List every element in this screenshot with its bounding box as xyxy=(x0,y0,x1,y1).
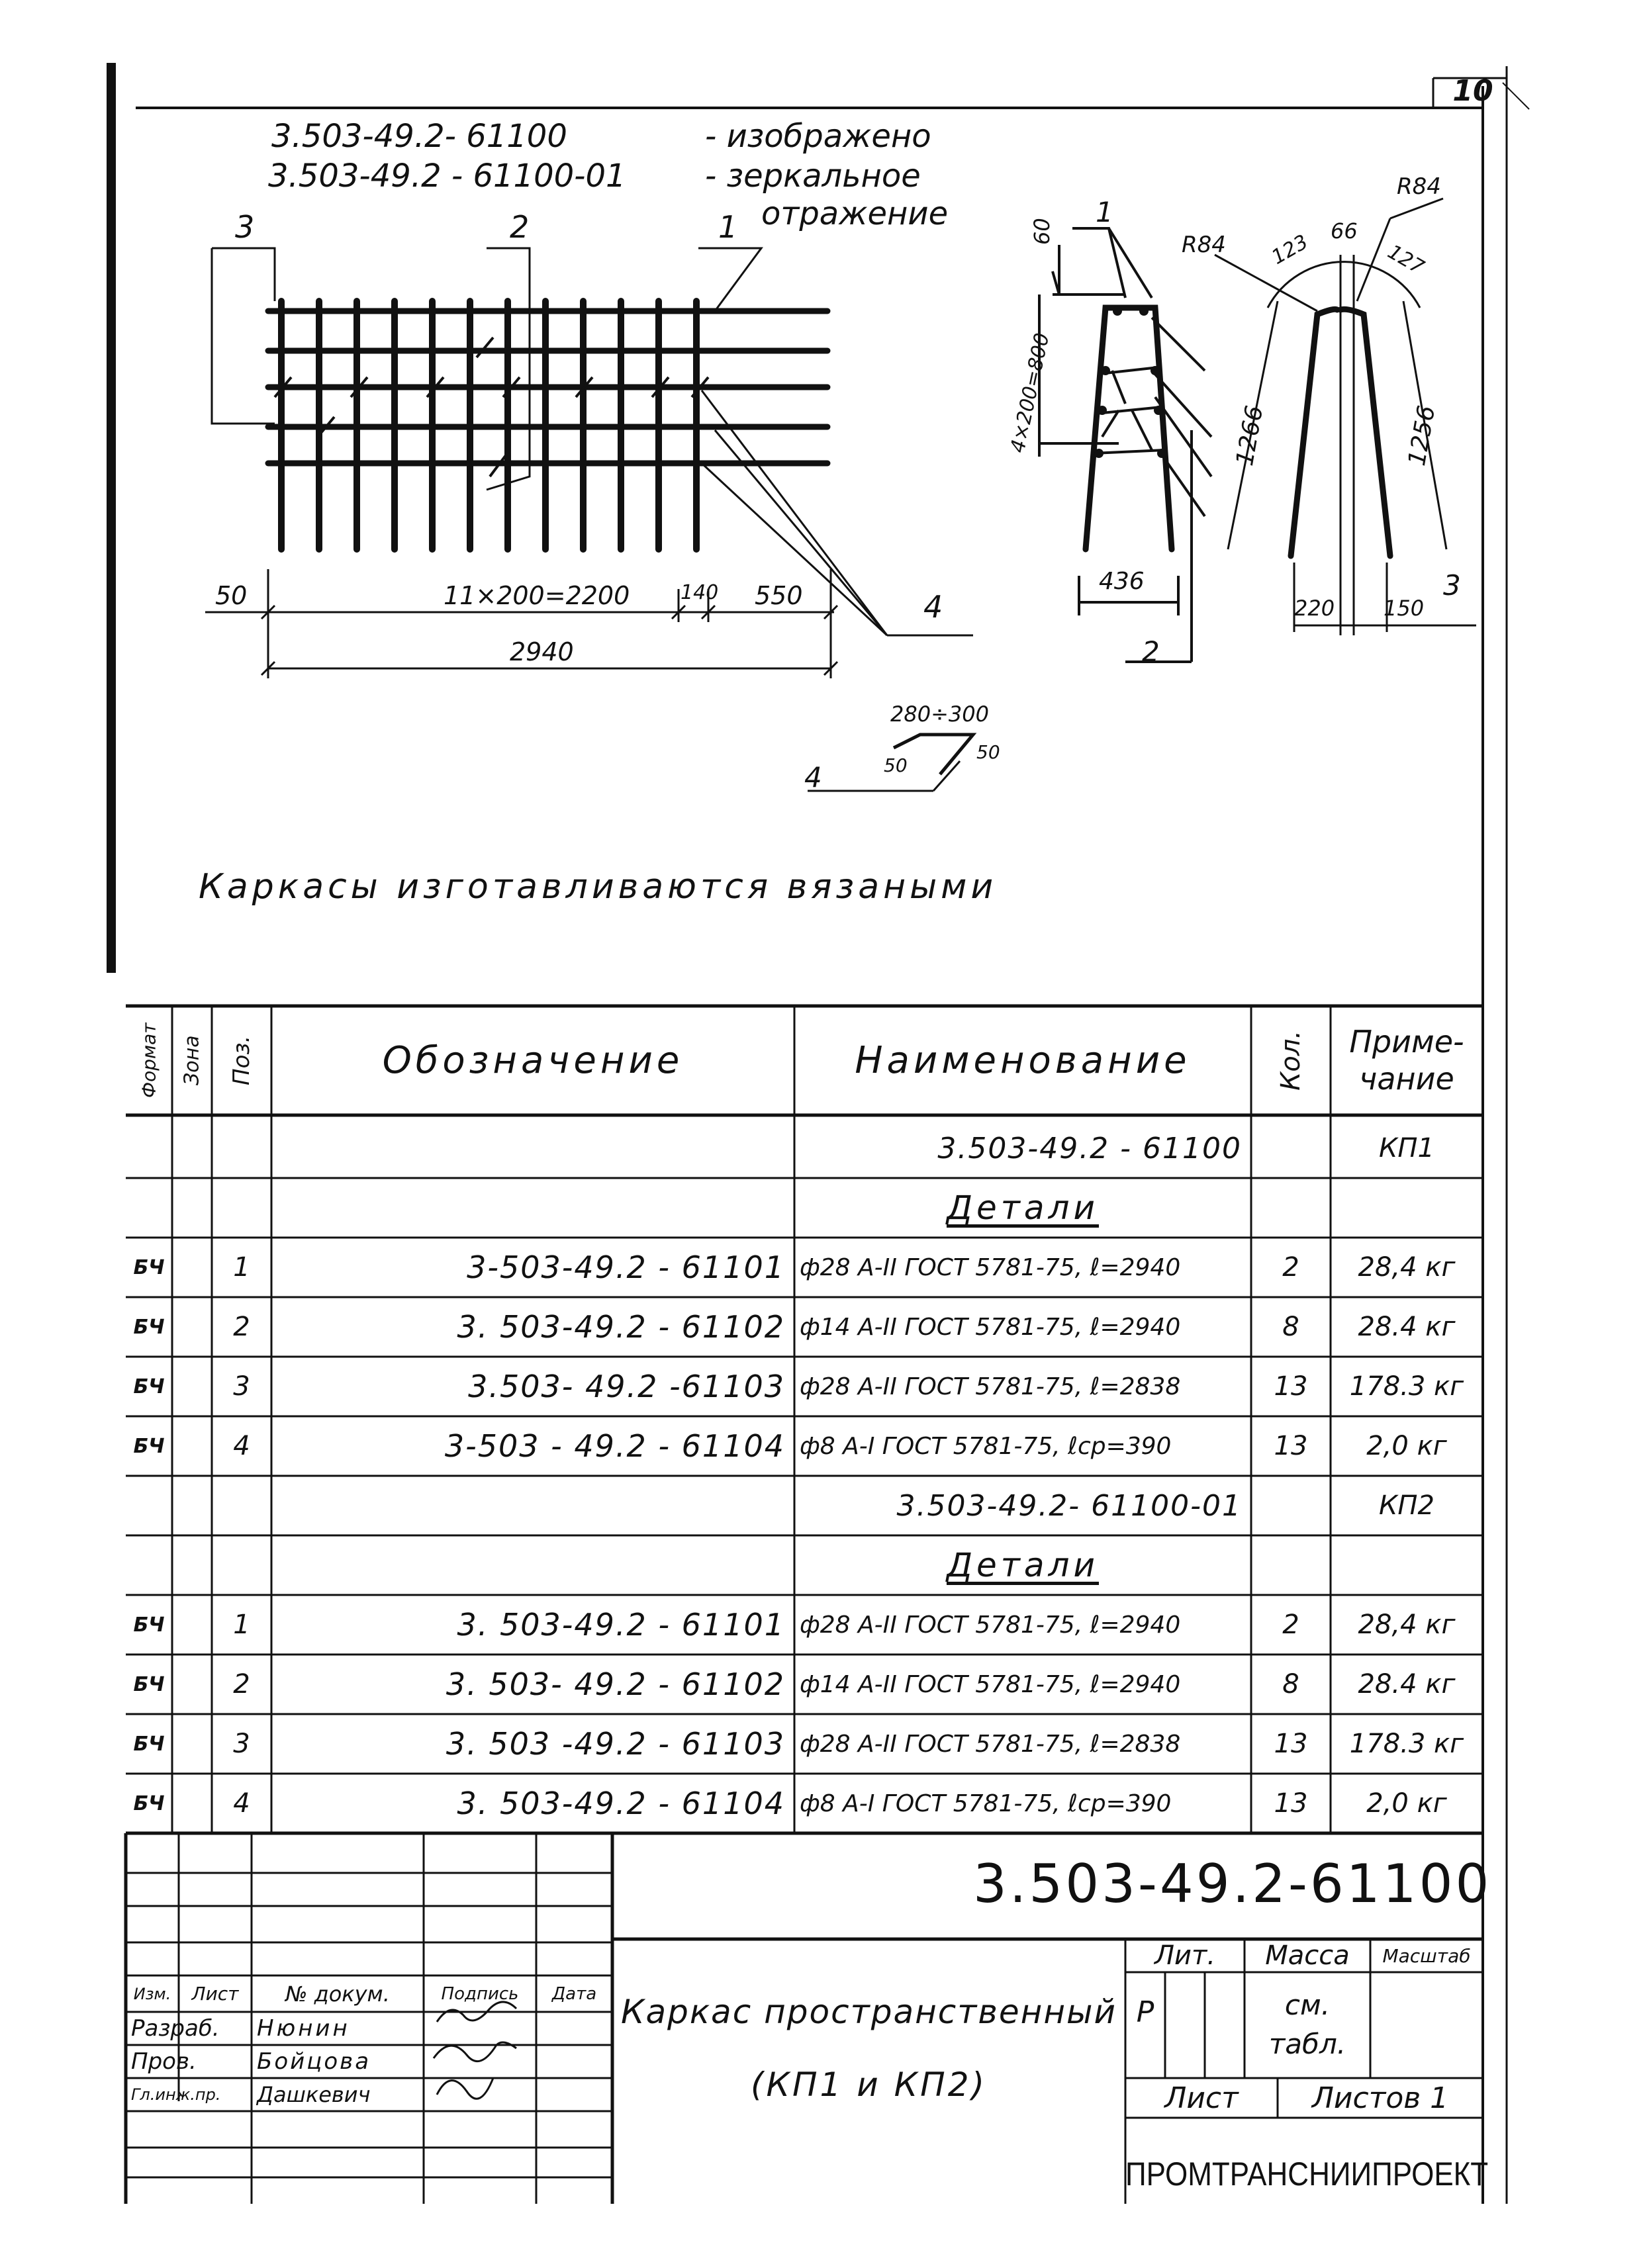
dim-right: 550 xyxy=(755,581,803,610)
tb-col-sign: Подпись xyxy=(441,1983,519,2004)
row-format: БЧ xyxy=(133,1315,165,1339)
header-qty: Кол. xyxy=(1276,1030,1306,1091)
row-pos: 3 xyxy=(233,1729,250,1759)
row-format: БЧ xyxy=(133,1375,165,1398)
row-designation: 3. 503-49.2 - 61104 xyxy=(457,1786,785,1821)
section-dim-side: 4×200=800 xyxy=(1006,331,1055,455)
row-name: ф8 А-I ГОСТ 5781-75, ℓср=390 xyxy=(800,1432,1172,1460)
row-designation: 3-503 - 49.2 - 61104 xyxy=(444,1428,785,1464)
bend-leg-right: 1256 xyxy=(1403,403,1441,469)
row-qty: 2 xyxy=(1282,1252,1299,1283)
title-line-2: (КП1 и КП2) xyxy=(750,2065,988,2104)
callout-4: 4 xyxy=(923,589,943,625)
row-pos: 1 xyxy=(233,1610,250,1640)
row-format: БЧ xyxy=(133,1255,165,1279)
row-note: КП1 xyxy=(1379,1133,1434,1163)
row-note: 28,4 кг xyxy=(1358,1252,1456,1283)
note-line1-text: - изображено xyxy=(705,118,931,155)
header-zone: Зона xyxy=(180,1035,204,1086)
row-name: ф28 А-II ГОСТ 5781-75, ℓ=2940 xyxy=(800,1253,1181,1281)
tb-name-3: Дашкевич xyxy=(257,2082,371,2107)
tb-col-doc: № докум. xyxy=(285,1981,390,2007)
section-dim-top: 60 xyxy=(1029,218,1055,245)
header-format: Формат xyxy=(138,1022,160,1099)
bend-radius-left: R84 xyxy=(1182,232,1226,258)
row-format: БЧ xyxy=(133,1672,165,1696)
note-line1-code: 3.503-49.2- 61100 xyxy=(271,118,567,155)
row-qty: 2 xyxy=(1282,1610,1299,1640)
row-note: 2,0 кг xyxy=(1366,1431,1447,1461)
row-designation: 3. 503 -49.2 - 61103 xyxy=(446,1726,785,1762)
bend-leg-left: 1266 xyxy=(1231,403,1269,469)
hook-range: 280÷300 xyxy=(890,702,989,727)
row-qty: 13 xyxy=(1274,1431,1308,1461)
row-note: КП2 xyxy=(1379,1490,1434,1521)
sheet-number: 10 xyxy=(1452,74,1493,108)
row-name: 3.503-49.2- 61100-01 xyxy=(896,1488,1242,1523)
row-name: ф28 А-II ГОСТ 5781-75, ℓ=2838 xyxy=(800,1730,1181,1758)
tb-role-2: Пров. xyxy=(131,2048,197,2075)
dim-total: 2940 xyxy=(510,637,574,666)
tb-name-2: Бойцова xyxy=(257,2048,371,2075)
row-designation: 3-503-49.2 - 61101 xyxy=(467,1249,785,1285)
tb-name-1: Нюнин xyxy=(257,2015,350,2042)
tb-col-date: Дата xyxy=(551,1983,597,2004)
row-qty: 13 xyxy=(1274,1788,1308,1819)
callout-1: 1 xyxy=(718,209,738,245)
hook-callout-4: 4 xyxy=(804,761,822,794)
callout-3: 3 xyxy=(235,209,255,245)
header-name: Наименование xyxy=(855,1039,1191,1082)
sheets-label: Листов 1 xyxy=(1311,2081,1449,2115)
doc-code: 3.503-49.2-61100 xyxy=(973,1853,1492,1915)
tb-col-izm: Изм. xyxy=(133,1984,171,2003)
row-name: ф28 А-II ГОСТ 5781-75, ℓ=2838 xyxy=(800,1373,1181,1400)
row-format: БЧ xyxy=(133,1792,165,1815)
note-line3-text: отражение xyxy=(761,195,949,232)
row-designation: 3. 503-49.2 - 61102 xyxy=(457,1309,785,1345)
header-designation: Обозначение xyxy=(382,1039,684,1082)
bend-angle-3: 127 xyxy=(1384,240,1429,279)
row-format: БЧ xyxy=(133,1434,165,1458)
organization: ПРОМТРАНСНИИПРОЕКТ xyxy=(1125,2155,1489,2193)
tb-role-3: Гл.инж.пр. xyxy=(131,2085,221,2104)
row-name: ф14 А-II ГОСТ 5781-75, ℓ=2940 xyxy=(800,1313,1181,1341)
row-section-title: Детали xyxy=(946,1546,1100,1584)
header-pos: Поз. xyxy=(228,1035,255,1086)
row-note: 178.3 кг xyxy=(1349,1371,1464,1402)
assembly-note: Каркасы изготавливаются вязаными xyxy=(199,867,998,907)
row-note: 28.4 кг xyxy=(1358,1312,1456,1342)
row-qty: 8 xyxy=(1282,1312,1299,1342)
header-note: Приме-чание xyxy=(1349,1024,1464,1097)
row-pos: 2 xyxy=(233,1669,250,1700)
row-name: ф14 А-II ГОСТ 5781-75, ℓ=2940 xyxy=(800,1670,1181,1698)
note-line2-text: - зеркальное xyxy=(705,158,921,195)
bend-base-2: 150 xyxy=(1384,596,1425,621)
bend-radius-right: R84 xyxy=(1397,173,1441,200)
tb-col-list: Лист xyxy=(191,1983,239,2005)
row-qty: 8 xyxy=(1282,1669,1299,1700)
row-pos: 4 xyxy=(233,1431,250,1461)
dim-gap: 140 xyxy=(681,581,719,604)
row-pos: 3 xyxy=(233,1371,250,1402)
section-dim-bottom: 436 xyxy=(1099,568,1145,595)
row-note: 28.4 кг xyxy=(1358,1669,1456,1700)
scale-label: Масштаб xyxy=(1382,1944,1471,1967)
row-name: ф28 А-II ГОСТ 5781-75, ℓ=2940 xyxy=(800,1611,1181,1639)
hook-b: 50 xyxy=(976,741,1000,763)
dim-left: 50 xyxy=(215,581,248,610)
section-callout-2: 2 xyxy=(1142,635,1160,668)
bend-angle-2: 66 xyxy=(1331,218,1358,244)
hook-a: 50 xyxy=(884,754,908,776)
sheet-label: Лист xyxy=(1164,2081,1239,2115)
row-note: 28,4 кг xyxy=(1358,1610,1456,1640)
lit-value: Р xyxy=(1136,1995,1154,2029)
row-designation: 3. 503- 49.2 - 61102 xyxy=(446,1666,785,1702)
row-note: 2,0 кг xyxy=(1366,1788,1447,1819)
row-designation: 3.503- 49.2 -61103 xyxy=(468,1369,785,1404)
mass-label: Масса xyxy=(1265,1940,1350,1971)
bend-angle-1: 123 xyxy=(1268,230,1313,269)
row-name: ф8 А-I ГОСТ 5781-75, ℓср=390 xyxy=(800,1790,1172,1817)
row-name: 3.503-49.2 - 61100 xyxy=(937,1131,1242,1165)
note-line2-code: 3.503-49.2 - 61100-01 xyxy=(268,158,626,195)
row-pos: 4 xyxy=(233,1788,250,1819)
row-pos: 2 xyxy=(233,1312,250,1342)
lit-label: Лит. xyxy=(1154,1940,1216,1971)
row-designation: 3. 503-49.2 - 61101 xyxy=(457,1607,785,1643)
row-qty: 13 xyxy=(1274,1729,1308,1759)
row-format: БЧ xyxy=(133,1613,165,1637)
row-qty: 13 xyxy=(1274,1371,1308,1402)
dim-mid: 11×200=2200 xyxy=(444,581,630,610)
row-note: 178.3 кг xyxy=(1349,1729,1464,1759)
row-section-title: Детали xyxy=(946,1189,1100,1227)
callout-2: 2 xyxy=(510,209,530,245)
row-format: БЧ xyxy=(133,1732,165,1756)
bend-base-1: 220 xyxy=(1294,596,1335,621)
mass-value: см. табл. xyxy=(1268,1989,1346,2060)
title-line-1: Каркас пространственный xyxy=(620,1993,1117,2031)
section-callout-1: 1 xyxy=(1096,196,1113,228)
bend-callout-3: 3 xyxy=(1443,569,1461,602)
tb-role-1: Разраб. xyxy=(131,2015,220,2042)
row-pos: 1 xyxy=(233,1252,250,1283)
